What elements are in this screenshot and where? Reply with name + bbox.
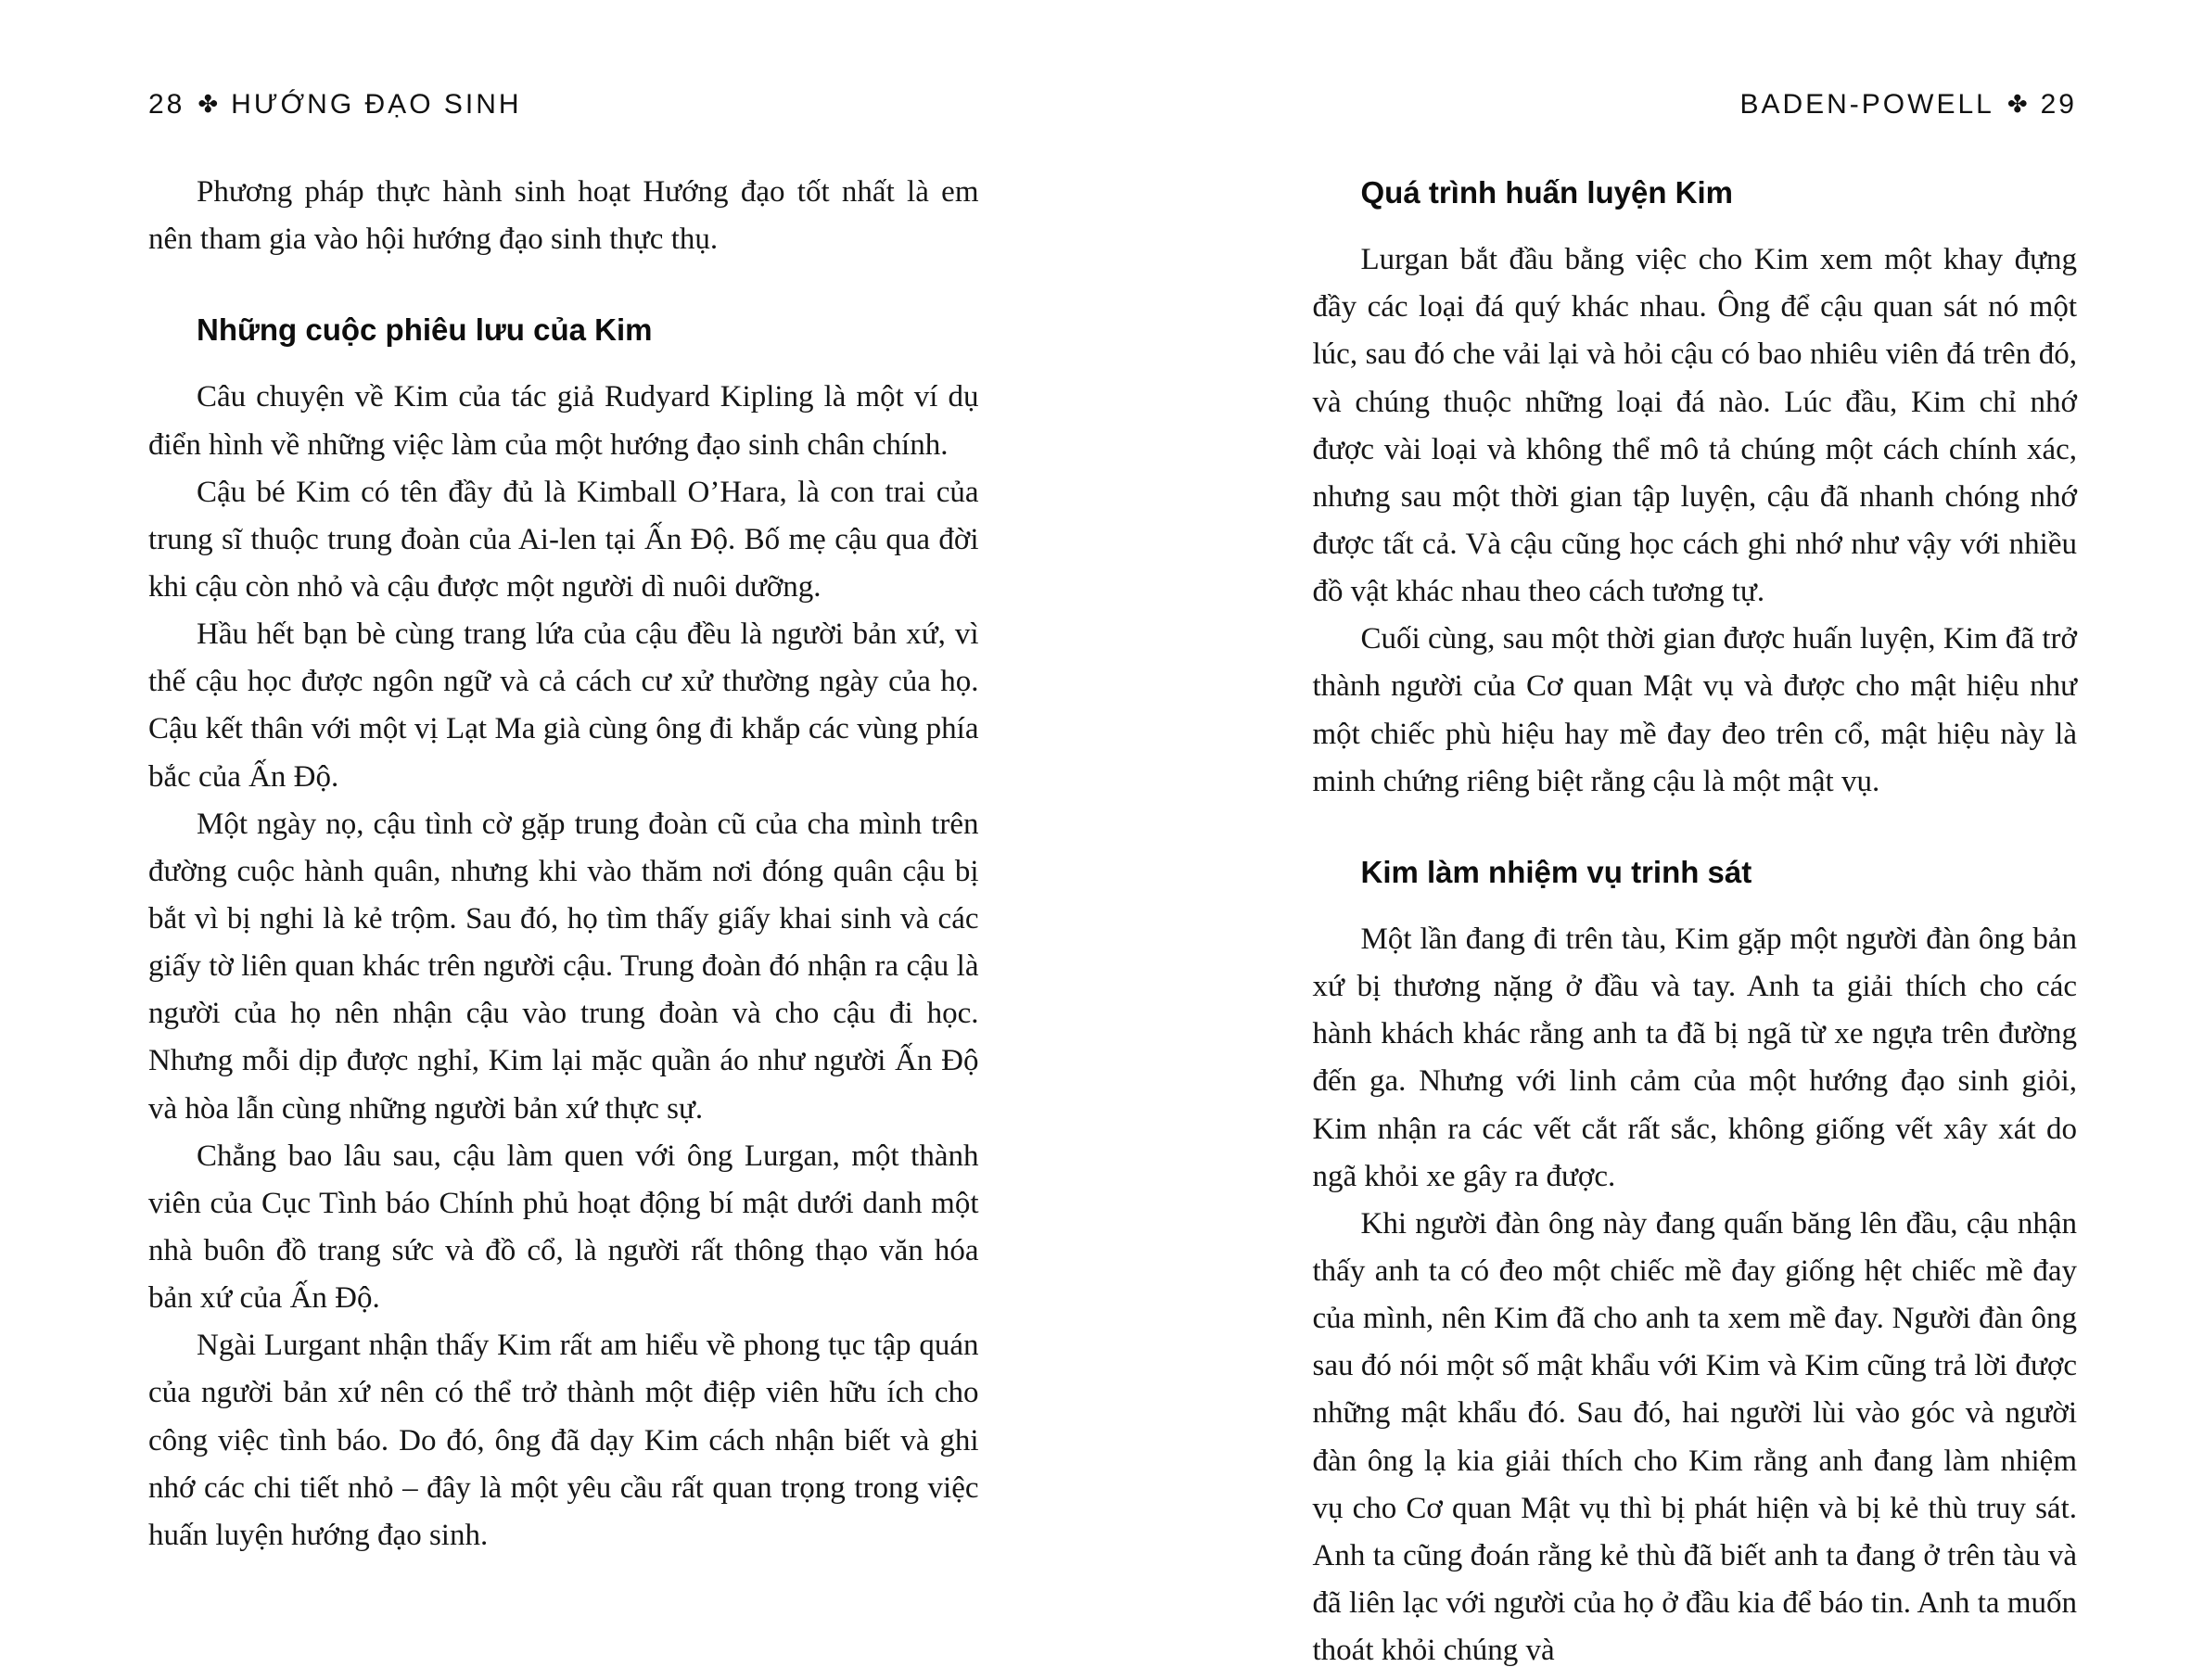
ornament-icon: ✤	[2006, 90, 2028, 118]
page-right	[1096, 0, 2191, 1680]
paragraph: Lurgan bắt đầu bằng việc cho Kim xem một khay đựng đầy các loại đá quý khác nhau. Ông để cậu quan sát nó một lúc, sau đó che vải lại và hỏi cậu có bao nhiêu viên đá trên đó, và chúng thuộc những loại đá nào. Lúc đầu, Kim chỉ nhớ được vài loại và không thể mô tả chúng một cách chính xác, nhưng sau một thời gian tập luyện, cậu đã nhanh chóng nhớ được tất cả. Và cậu cũng học cách ghi nhớ như vậy với nhiều đồ vật khác nhau theo cách tương tự.	[1312, 243, 2077, 609]
paragraph: Phương pháp thực hành sinh hoạt Hướng đạo tốt nhất là em nên tham gia vào hội hướng đạo sinh thực thụ.	[148, 175, 979, 257]
paragraph: Cuối cùng, sau một thời gian được huấn luyện, Kim đã trở thành người của Cơ quan Mật vụ và được cho mật hiệu như một chiếc phù hiệu hay mề đay đeo trên cổ, mật hiệu này là minh chứng riêng biệt rằng cậu là một mật vụ.	[1312, 622, 2077, 798]
page-header-left	[148, 89, 979, 121]
paragraph: Chẳng bao lâu sau, cậu làm quen với ông Lurgan, một thành viên của Cục Tình báo Chính phủ hoạt động bí mật dưới danh một nhà buôn đồ trang sức và đồ cổ, là người rất thông thạo văn hóa bản xứ của Ấn Độ.	[148, 1139, 979, 1316]
section-heading: Những cuộc phiêu lưu của Kim	[197, 312, 653, 348]
page-number-left: 28	[148, 89, 185, 120]
paragraph: Một ngày nọ, cậu tình cờ gặp trung đoàn cũ của cha mình trên đường cuộc hành quân, nhưng khi vào thăm nơi đóng quân cậu bị bắt vì bị nghi là kẻ trộm. Sau đó, họ tìm thấy giấy khai sinh và các giấy tờ liên quan khác trên người cậu. Trung đoàn đó nhận ra cậu là người của họ nên nhận cậu vào trung đoàn và cho cậu đi học. Nhưng mỗi dịp được nghỉ, Kim lại mặc quần áo như người Ấn Độ và hòa lẫn cùng những người bản xứ thực sự.	[148, 807, 979, 1126]
paragraph: Cậu bé Kim có tên đầy đủ là Kimball O’Hara, là con trai của trung sĩ thuộc trung đoàn của Ai-len tại Ấn Độ. Bố mẹ cậu qua đời khi cậu còn nhỏ và cậu được một người dì nuôi dưỡng.	[148, 475, 979, 604]
paragraph: Khi người đàn ông này đang quấn băng lên đầu, cậu nhận thấy anh ta có đeo một chiếc mề đay giống hệt chiếc mề đay của mình, nên Kim đã cho anh ta xem mề đay. Người đàn ông sau đó nói một số mật khẩu với Kim và Kim cũng trả lời được những mật khẩu đó. Sau đó, hai người lùi vào góc và người đàn ông lạ kia giải thích cho Kim rằng anh đang làm nhiệm vụ cho Cơ quan Mật vụ thì bị phát hiện và bị kẻ thù truy sát. Anh ta cũng đoán rằng kẻ thù đã biết anh ta đang ở trên tàu và đã liên lạc với người của họ ở đầu kia để báo tin. Anh ta muốn thoát khỏi chúng và	[1312, 1206, 2077, 1668]
paragraph: Câu chuyện về Kim của tác giả Rudyard Kipling là một ví dụ điển hình về những việc làm của một hướng đạo sinh chân chính.	[148, 380, 979, 462]
running-title-left: HƯỚNG ĐẠO SINH	[231, 89, 522, 120]
section-heading: Quá trình huấn luyện Kim	[1360, 175, 1734, 210]
paragraph: Hầu hết bạn bè cùng trang lứa của cậu đều là người bản xứ, vì thế cậu học được ngôn ngữ và cả cách cư xử thường ngày của họ. Cậu kết thân với một vị Lạt Ma già cùng ông đi khắp các vùng phía bắc của Ấn Độ.	[148, 617, 979, 794]
page-header-right	[1313, 89, 2078, 121]
ornament-icon: ✤	[197, 90, 219, 118]
running-title-right: BADEN-POWELL	[1739, 89, 1994, 120]
section-heading: Kim làm nhiệm vụ trinh sát	[1360, 854, 1752, 889]
paragraph: Ngài Lurgant nhận thấy Kim rất am hiểu về phong tục tập quán của người bản xứ nên có thể trở thành một điệp viên hữu ích cho công việc tình báo. Do đó, ông đã dạy Kim cách nhận biết và ghi nhớ các chi tiết nhỏ – đây là một yêu cầu rất quan trọng trong việc huấn luyện hướng đạo sinh.	[148, 1329, 979, 1552]
paragraph: Một lần đang đi trên tàu, Kim gặp một người đàn ông bản xứ bị thương nặng ở đầu và tay. Anh ta giải thích cho các hành khách khác rằng anh ta đã bị ngã từ xe ngựa trên đường đến ga. Nhưng với linh cảm của một hướng đạo sinh giỏi, Kim nhận ra các vết cắt rất sắc, không giống vết xây xát do ngã khỏi xe gây ra được.	[1312, 922, 2077, 1193]
page-body-right	[1313, 169, 2078, 1674]
page-body-left	[148, 169, 979, 1559]
page-number-right: 29	[2040, 89, 2077, 120]
